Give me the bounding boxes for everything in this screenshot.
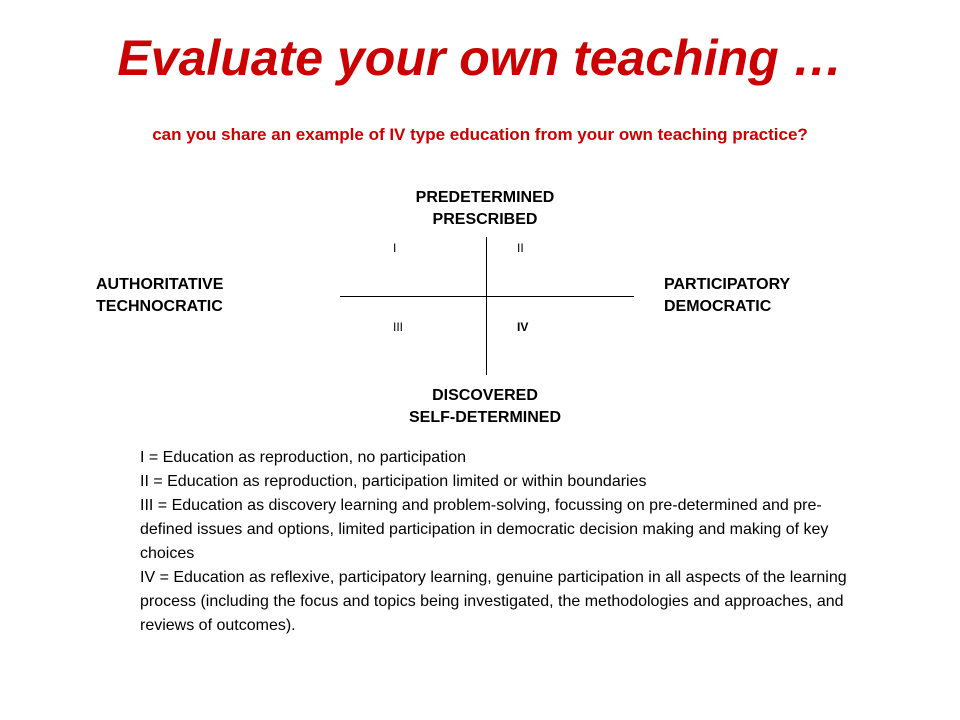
horizontal-axis-line	[340, 296, 634, 297]
quadrant-label-i: I	[393, 241, 397, 255]
axis-label-right-line2: DEMOCRATIC	[664, 298, 772, 315]
axis-label-left	[96, 274, 223, 318]
axis-label-bottom-line2: SELF-DETERMINED	[409, 409, 561, 426]
axis-label-left-line2: TECHNOCRATIC	[96, 298, 223, 315]
quadrant-label-ii: II	[517, 241, 524, 255]
quadrant-legend	[140, 446, 860, 638]
legend-item-iii: III = Education as discovery learning and problem-solving, focussing on pre-determined and pre-defined issues and options, limited participation in democratic decision making and making of key choices	[140, 497, 829, 562]
quadrant-label-iv: IV	[517, 320, 529, 334]
axis-label-left-line1: AUTHORITATIVE	[96, 276, 224, 293]
axis-label-bottom-line1: DISCOVERED	[432, 387, 538, 404]
axis-label-right-line1: PARTICIPATORY	[664, 276, 791, 293]
legend-item-ii: II = Education as reproduction, participation limited or within boundaries	[140, 473, 647, 490]
axis-label-top	[380, 187, 590, 231]
slide-title: Evaluate your own teaching …	[117, 30, 843, 86]
axis-label-top-line1: PREDETERMINED	[415, 189, 555, 206]
legend-item-i: I = Education as reproduction, no participation	[140, 449, 466, 466]
axis-label-bottom	[380, 385, 590, 429]
vertical-axis-line	[486, 237, 487, 375]
quadrant-label-iii: III	[393, 320, 404, 334]
slide-subtitle: can you share an example of IV type education from your own teaching practice?	[152, 125, 808, 144]
axis-label-top-line2: PRESCRIBED	[432, 211, 538, 228]
legend-item-iv: IV = Education as reflexive, participatory learning, genuine participation in all aspects of the learning process (including the focus and topics being investigated, the methodologies and approaches, and reviews of outcomes).	[140, 569, 847, 634]
axis-label-right	[664, 274, 790, 318]
